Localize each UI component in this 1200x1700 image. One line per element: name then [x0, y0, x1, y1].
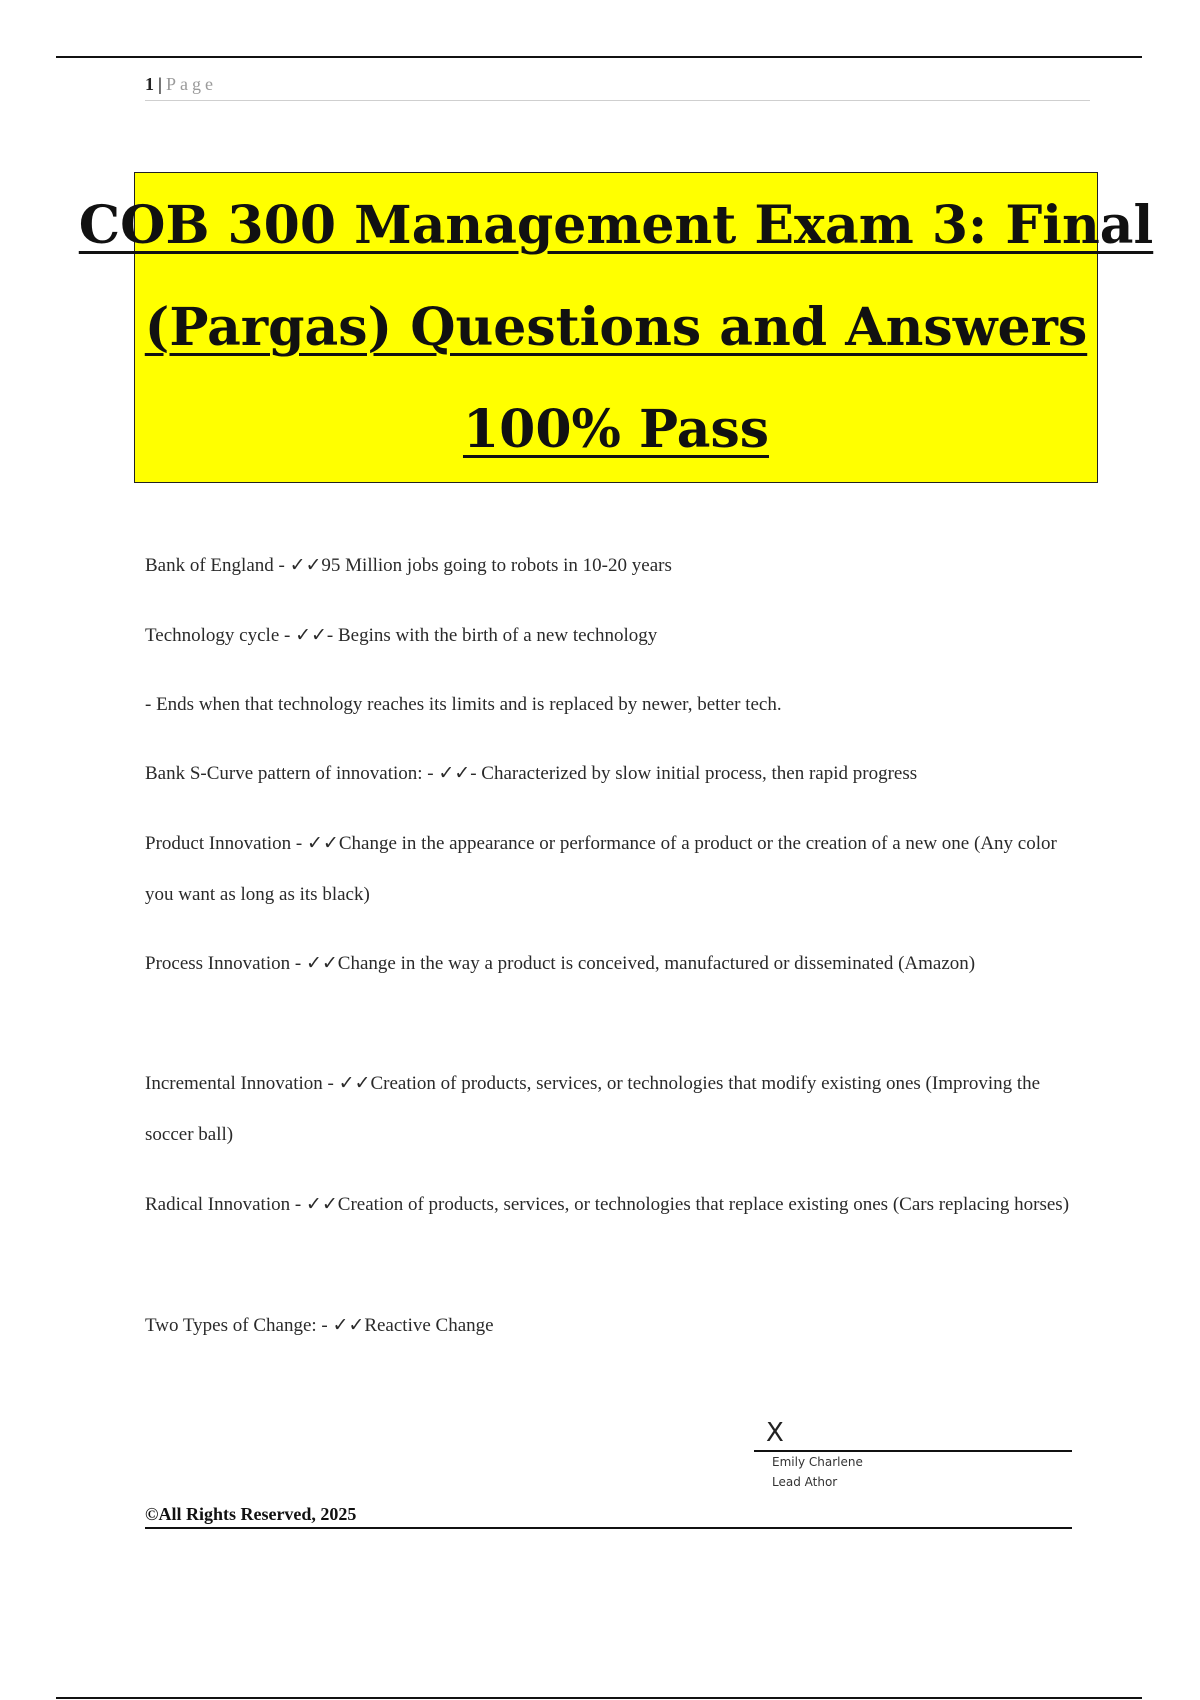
- qa-item-s-curve: Bank S-Curve pattern of innovation: - ✓✓- Characterized by slow initial process, then rapid progress: [145, 763, 918, 784]
- title-line-3: 100% Pass: [462, 398, 769, 460]
- signature-mark: X: [766, 1418, 784, 1448]
- qa-item-two-types-of-change: Two Types of Change: - ✓✓Reactive Change: [145, 1315, 494, 1336]
- qa-item-incremental-innovation: Incremental Innovation - ✓✓Creation of products, services, or technologies that modify existing ones (Improving the soccer ball): [145, 1073, 1041, 1145]
- signature-role: Lead Athor: [772, 1475, 838, 1489]
- copyright-footer: ©All Rights Reserved, 2025: [145, 1501, 1072, 1529]
- top-rule: [56, 56, 1142, 58]
- qa-item-product-innovation: Product Innovation - ✓✓Change in the appearance or performance of a product or the creation of a new one (Any color you want as long as its black): [145, 833, 1057, 905]
- qa-item-technology-cycle: Technology cycle - ✓✓- Begins with the birth of a new technology: [145, 625, 658, 646]
- page-separator: |: [158, 74, 162, 94]
- signature-name: Emily Charlene: [772, 1455, 863, 1469]
- title-line-2: (Pargas) Questions and Answers: [144, 296, 1088, 358]
- page-word: Page: [165, 74, 217, 94]
- qa-item-process-innovation: Process Innovation - ✓✓Change in the way a product is conceived, manufactured or disseminated (Amazon): [145, 953, 976, 974]
- page-header: [145, 72, 1090, 101]
- qa-item-radical-innovation: Radical Innovation - ✓✓Creation of products, services, or technologies that replace existing ones (Cars replacing horses): [145, 1194, 1070, 1215]
- page-number: 1: [145, 74, 154, 94]
- qa-item-bank-of-england: Bank of England - ✓✓95 Million jobs going to robots in 10-20 years: [145, 555, 672, 576]
- title-line-1: COB 300 Management Exam 3: Final: [78, 194, 1154, 256]
- title-box: [78, 172, 1154, 483]
- signature-block: [754, 1418, 1072, 1492]
- bottom-rule: [56, 1697, 1142, 1699]
- qa-item-technology-cycle-end: - Ends when that technology reaches its limits and is replaced by newer, better tech.: [145, 694, 782, 715]
